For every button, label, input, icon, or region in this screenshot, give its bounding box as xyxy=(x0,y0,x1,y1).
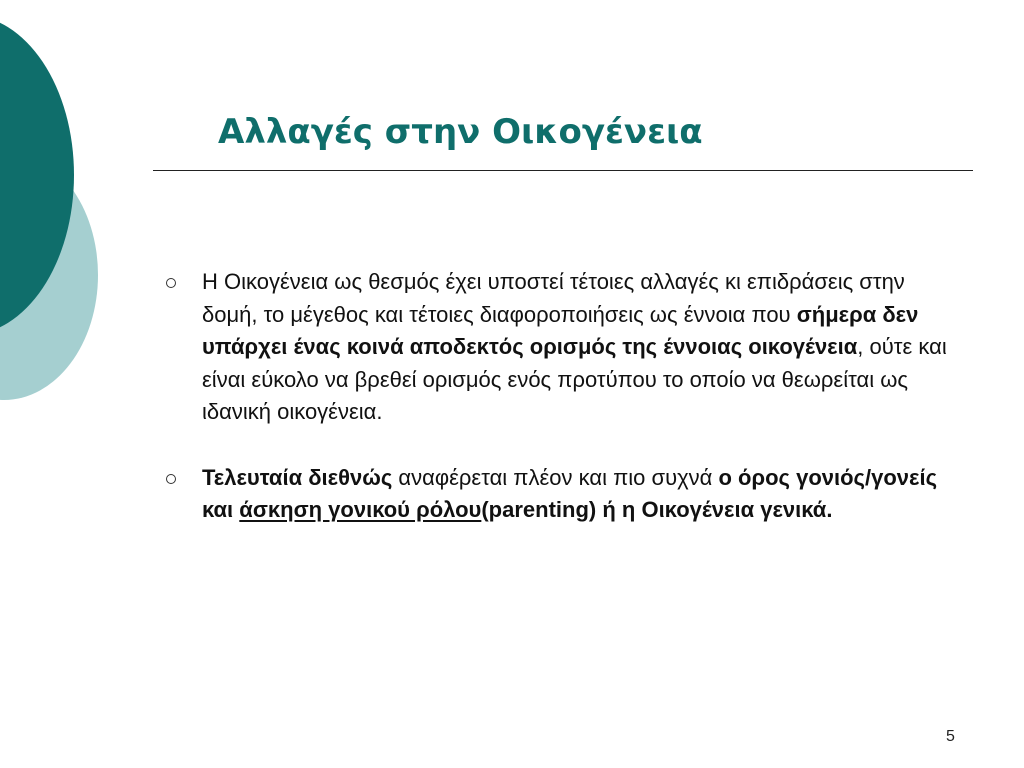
bullet-list xyxy=(162,266,962,527)
bullet-text-bold-segment: Τελευταία διεθνώς xyxy=(202,464,393,490)
bullet-text-bold-segment: σήμερα δεν υπάρχει ένας κοινά αποδεκτός ορισμός της έννοιας οικογένεια xyxy=(202,301,919,359)
bullet-text-bold-segment: (parenting) ή η Οικογένεια γενικά. xyxy=(481,497,833,522)
bullet-text-segment: Η Οικογένεια ως θεσμός έχει υποστεί τέτοιες αλλαγές κι επιδράσεις στην δομή, το μέγεθος και τέτοιες διαφοροποιήσεις ως έννοια που xyxy=(202,269,905,327)
bullet-text-segment: αναφέρεται πλέον και πιο συχνά xyxy=(392,464,719,490)
bullet-text xyxy=(202,465,937,523)
bullet-item xyxy=(162,266,962,429)
hollow-circle-bullet-icon xyxy=(166,474,176,484)
bullet-text-segment: , ούτε και είναι εύκολο να βρεθεί ορισμός ενός προτύπου το οποίο να θεωρείται ως ιδανική οικογένεια. xyxy=(202,334,947,424)
underlined-text: άσκηση γονικού ρόλου xyxy=(239,497,482,522)
hollow-circle-bullet-icon xyxy=(166,278,176,288)
slide-title: Αλλαγές στην Οικογένεια xyxy=(218,112,703,152)
bullet-text-bold-underlined-segment xyxy=(239,497,481,522)
bullet-item xyxy=(162,462,962,527)
bullet-text xyxy=(202,269,947,424)
page-number: 5 xyxy=(946,728,955,745)
bullet-text-bold-segment: ο όρος γονιός/γονείς και xyxy=(202,464,938,522)
title-divider xyxy=(153,170,973,171)
